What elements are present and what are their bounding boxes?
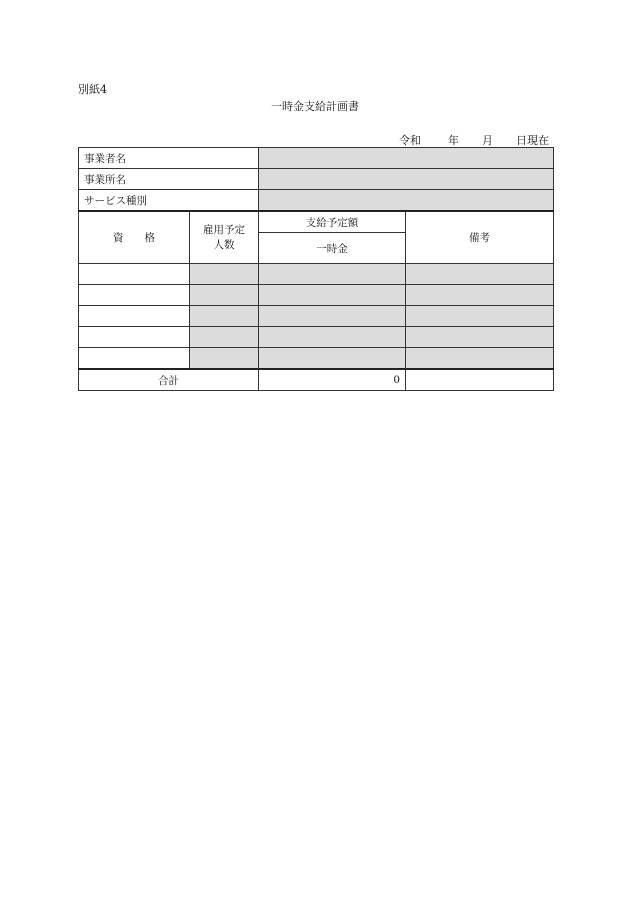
info-row bbox=[79, 190, 554, 212]
business-name-field[interactable] bbox=[259, 148, 554, 169]
remarks-header: 備考 bbox=[406, 211, 554, 264]
info-label: 事業所名 bbox=[79, 169, 259, 190]
planned-hires-header-line2: 人数 bbox=[213, 238, 235, 251]
total-amount: 0 bbox=[259, 369, 406, 391]
amount-cell[interactable] bbox=[259, 264, 406, 285]
date-era: 令和 bbox=[399, 134, 421, 147]
total-label: 合計 bbox=[79, 369, 259, 391]
date-day-suffix: 日現在 bbox=[516, 134, 549, 147]
table-row bbox=[79, 327, 554, 348]
remarks-cell[interactable] bbox=[406, 285, 554, 306]
date-year-unit: 年 bbox=[448, 134, 459, 147]
qualification-cell[interactable] bbox=[79, 348, 190, 370]
remarks-cell[interactable] bbox=[406, 327, 554, 348]
header-row bbox=[79, 211, 554, 233]
table-row bbox=[79, 285, 554, 306]
info-label: サービス種別 bbox=[79, 190, 259, 212]
planned-amount-header: 支給予定額 bbox=[259, 211, 406, 233]
office-name-field[interactable] bbox=[259, 169, 554, 190]
qualification-cell[interactable] bbox=[79, 327, 190, 348]
document-title: 一時金支給計画書 bbox=[271, 100, 359, 113]
total-row bbox=[79, 369, 554, 391]
remarks-cell[interactable] bbox=[406, 264, 554, 285]
date-month-unit: 月 bbox=[482, 134, 493, 147]
qualification-header: 資 格 bbox=[79, 211, 190, 264]
qualification-cell[interactable] bbox=[79, 264, 190, 285]
info-label: 事業者名 bbox=[79, 148, 259, 169]
hires-cell[interactable] bbox=[190, 306, 259, 327]
amount-cell[interactable] bbox=[259, 285, 406, 306]
planned-hires-header-line1: 雇用予定 bbox=[203, 223, 245, 236]
total-remarks bbox=[406, 369, 554, 391]
amount-cell[interactable] bbox=[259, 348, 406, 370]
qualification-cell[interactable] bbox=[79, 285, 190, 306]
attachment-label: 別紙4 bbox=[78, 83, 107, 96]
hires-cell[interactable] bbox=[190, 327, 259, 348]
hires-cell[interactable] bbox=[190, 285, 259, 306]
table-row bbox=[79, 306, 554, 327]
hires-cell[interactable] bbox=[190, 348, 259, 370]
hires-cell[interactable] bbox=[190, 264, 259, 285]
table-row bbox=[79, 264, 554, 285]
info-row bbox=[79, 169, 554, 190]
table-row bbox=[79, 348, 554, 370]
qualification-cell[interactable] bbox=[79, 306, 190, 327]
remarks-cell[interactable] bbox=[406, 348, 554, 370]
lump-sum-header: 一時金 bbox=[259, 233, 406, 264]
remarks-cell[interactable] bbox=[406, 306, 554, 327]
amount-cell[interactable] bbox=[259, 306, 406, 327]
planned-hires-header bbox=[190, 211, 259, 264]
plan-table bbox=[78, 147, 554, 391]
amount-cell[interactable] bbox=[259, 327, 406, 348]
info-row bbox=[79, 148, 554, 169]
service-type-field[interactable] bbox=[259, 190, 554, 212]
